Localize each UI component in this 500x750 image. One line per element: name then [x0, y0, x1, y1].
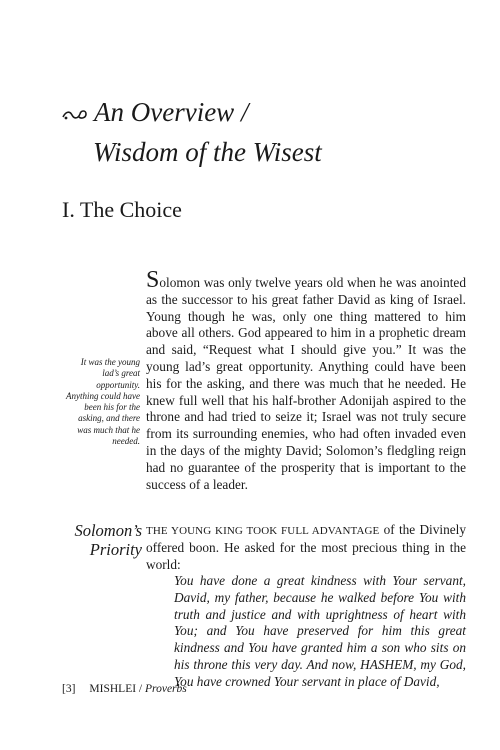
title-line-2: Wisdom of the Wisest: [93, 137, 322, 167]
title-line-1: [62, 92, 482, 132]
running-title-italic: Proverbs: [145, 683, 187, 695]
side-heading: Solomon’s Priority: [74, 521, 142, 559]
chapter-title: [62, 92, 482, 172]
body-paragraph-2: [146, 522, 466, 573]
lead-in-smallcaps: THE YOUNG KING TOOK FULL ADVANTAGE: [146, 525, 380, 537]
block-quote: You have done a great kindness with Your servant, David, my father, because he walked before You with truth and justice and with uprightness of heart with You; and You have preserved for him this great kindness and You have granted him a son who sits on his throne this very day. And now, HASHEM, my God, You have crowned Your servant in place of David,: [174, 573, 466, 689]
title-line-1-text: An Overview /: [94, 97, 249, 127]
running-title: MISHLEI /: [89, 683, 146, 695]
margin-note: It was the young lad’s great opportunity. Anything could have been his for the asking, and there was much that he needed.: [66, 357, 140, 447]
page-footer: [62, 683, 187, 695]
drop-cap: S: [146, 267, 160, 293]
paragraph-2-text: of the Divinely offered boon. He asked for the most precious thing in the world:: [146, 522, 466, 572]
section-heading: I. The Choice: [62, 197, 182, 222]
page-number: [3]: [62, 683, 76, 695]
body-paragraph-1: [146, 267, 466, 493]
ornament-icon: [62, 108, 88, 122]
paragraph-1-text: olomon was only twelve years old when he was anointed as the successor to his great father David as king of Israel. Young though he was, only one thing mattered to him above all others. God appeared to him in a prophetic dream and said, “Request what I should give you.” It was the young lad’s great opportunity. Anything could have been his for the asking, and there was much that he needed. He knew full well that his half-brother Adonijah aspired to the throne and had tried to seize it; Israel was not truly secure from its surrounding enemies, who had often invaded even in the days of the mighty David; Solomon’s fledgling reign had no guarantee of the prosperity that is important to the success of a leader.: [146, 275, 466, 492]
